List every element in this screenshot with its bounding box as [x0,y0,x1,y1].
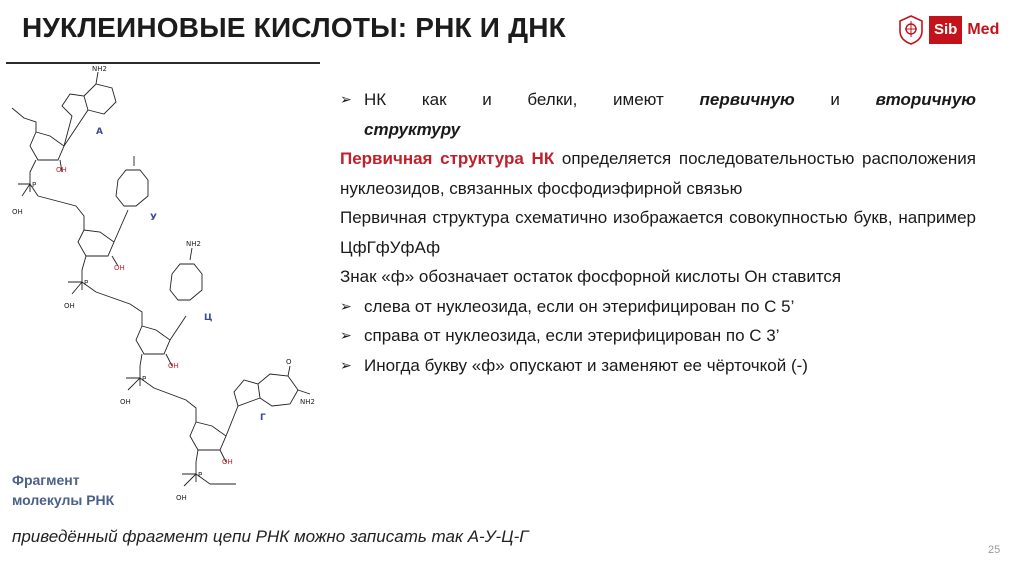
emphasis-text: вторичную [875,90,976,109]
oh-red-label: OH [56,166,67,174]
bullet-text: Иногда букву «ф» опускают и заменяют ее чёрточкой (-) [364,355,808,375]
caption-line-2: молекулы РНК [12,492,115,508]
oh-label: OH [12,208,23,216]
emphasis-text: структуру [364,119,461,139]
emblem-icon [898,15,924,45]
text-span: и [794,90,876,109]
base-a-label: А [96,127,103,137]
bullet-text: справа от нуклеозида, если этерифицирован по С 3’ [364,326,780,345]
bullet-text [364,85,976,144]
rna-fragment-diagram [0,60,330,520]
p-label: P [84,279,89,287]
logo-sib-text: Sib [929,16,962,44]
page-number: 25 [988,544,1001,556]
bullet-text: слева от нуклеозида, если он этерифицирован по С 5’ [364,296,795,316]
bullet-arrow-icon: ➢ [340,327,352,343]
sibmed-logo [898,15,999,45]
bullet-line [364,85,976,115]
text-span: НК как и белки, имеют [364,90,700,109]
bullet-item [340,292,976,322]
base-c-label: Ц [204,313,213,323]
nh2-label: NH2 [92,65,107,73]
diagram-caption [12,470,114,510]
bullet-item [340,351,976,381]
oh-red-label: OH [168,362,179,370]
p-label: P [32,181,37,189]
caption-line-1: Фрагмент [12,472,80,488]
o-label: O [286,358,292,366]
nh2-label: NH2 [300,398,315,406]
bullet-arrow-icon: ➢ [340,356,352,373]
paragraph: Первичная структура схематично изображается совокупностью букв, например ЦфГфУфАф [340,208,976,257]
oh-label: OH [176,494,187,502]
slide-title: НУКЛЕИНОВЫЕ КИСЛОТЫ: РНК И ДНК [22,12,566,43]
oh-red-label: OH [222,458,233,466]
base-g-label: Г [260,413,266,423]
oh-label: OH [120,398,131,406]
bullet-item [340,321,976,351]
slide-content [340,85,976,380]
bullet-item [340,85,976,144]
emphasis-text: первичную [699,90,795,109]
text-span: определяется последовательностью расположения нуклеозидов, связанных фосфодиэфирной связью [340,149,976,198]
bullet-arrow-icon: ➢ [340,91,352,107]
p-label: P [142,375,147,383]
oh-red-label: OH [114,264,125,272]
nh2-label: NH2 [186,240,201,248]
paragraph: Знак «ф» обозначает остаток фосфорной кислоты Он ставится [340,267,842,286]
logo-med-text: Med [967,21,1000,38]
p-label: P [198,471,203,479]
paragraph [340,144,976,203]
bullet-arrow-icon: ➢ [340,297,352,314]
highlight-term: Первичная структура НК [340,149,555,168]
oh-label: OH [64,302,75,310]
base-u-label: У [150,213,157,223]
footer-note: приведённый фрагмент цепи РНК можно записать так А-У-Ц-Г [12,527,529,546]
